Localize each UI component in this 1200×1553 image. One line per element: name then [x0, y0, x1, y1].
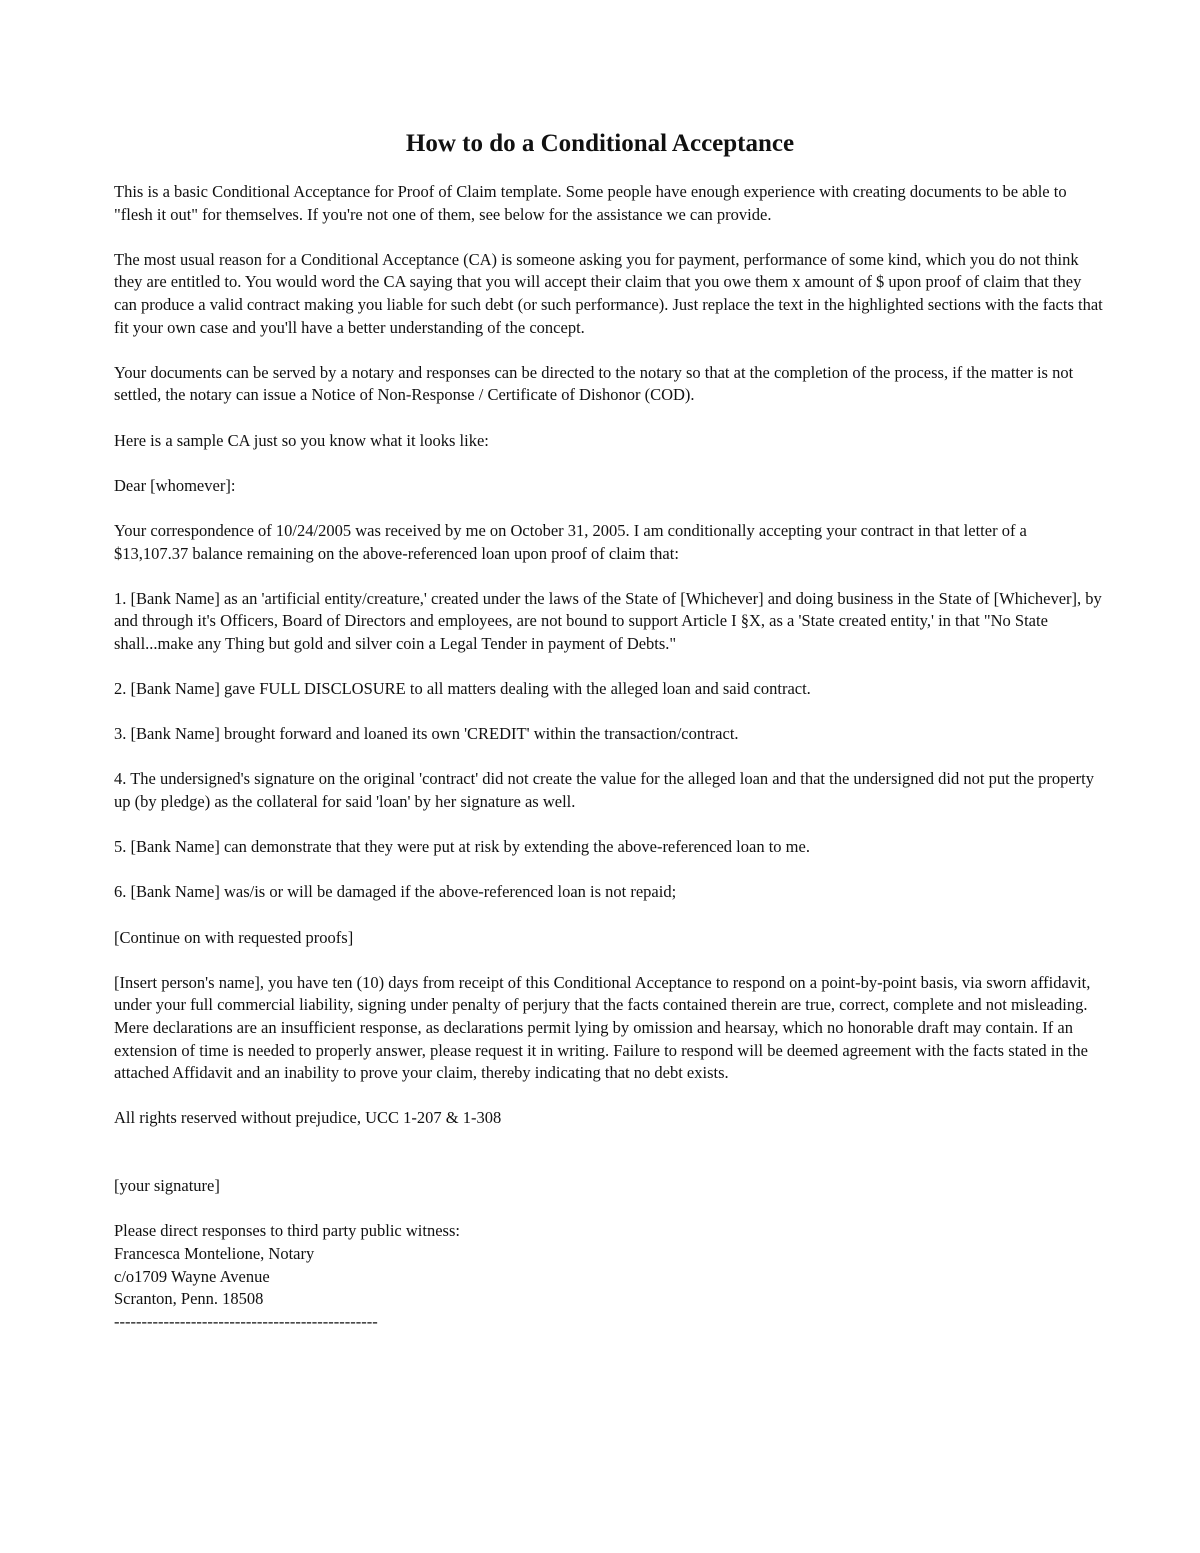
intro-paragraph-4: Here is a sample CA just so you know what it looks like:: [114, 430, 489, 450]
intro-paragraph-1: This is a basic Conditional Acceptance for Proof of Claim template. Some people have enough experience with creating documents to be able to "flesh it out" for themselves. If you're not one of them, see below for the assistance we can provide.: [114, 182, 1067, 224]
continue-note: [Continue on with requested proofs]: [114, 927, 354, 947]
demand-paragraph: [Insert person's name], you have ten (10) days from receipt of this Conditional Acceptance to respond on a point-by-point basis, via sworn affidavit, under your full commercial liability, signing under penalty of perjury that the facts contained therein are true, correct, complete and not misleading. Mere declarations are an insufficient response, as declarations permit lying by omission and hearsay, which no honorable draft may contain. If an extension of time is needed to properly answer, please request it in writing. Failure to respond will be deemed agreement with the facts stated in the attached Affidavit and an inability to prove your claim, thereby indicating that no debt exists.: [114, 972, 1091, 1083]
claim-item-3: 3. [Bank Name] brought forward and loaned its own 'CREDIT' within the transaction/contract.: [114, 724, 739, 744]
witness-heading: Please direct responses to third party public witness:: [114, 1221, 460, 1241]
witness-address-line-2: Scranton, Penn. 18508: [114, 1289, 264, 1309]
claim-item-5: 5. [Bank Name] can demonstrate that they were put at risk by extending the above-referenced loan to me.: [114, 837, 810, 857]
signature-spacer: [114, 1153, 1104, 1176]
document-body: [114, 181, 1104, 1333]
claim-item-1: 1. [Bank Name] as an 'artificial entity/creature,' created under the laws of the State of [Whichever] and doing business in the State of [Whichever], by and through it's Officers, Board of Directors and employees, are not bound to support Article I §X, as a 'State created entity,' in that "No State shall...make any Thing but gold and silver coin a Legal Tender in payment of Debts.": [114, 588, 1102, 653]
rights-reservation: All rights reserved without prejudice, UCC 1-207 & 1-308: [114, 1108, 502, 1128]
claim-item-2: 2. [Bank Name] gave FULL DISCLOSURE to all matters dealing with the alleged loan and said contract.: [114, 679, 811, 699]
claim-item-6: 6. [Bank Name] was/is or will be damaged if the above-referenced loan is not repaid;: [114, 882, 677, 902]
letter-opening: Your correspondence of 10/24/2005 was received by me on October 31, 2005. I am conditionally accepting your contract in that letter of a $13,107.37 balance remaining on the above-referenced loan upon proof of claim that:: [114, 520, 1027, 563]
witness-address-line-1: c/o1709 Wayne Avenue: [114, 1266, 270, 1286]
intro-paragraph-3: Your documents can be served by a notary and responses can be directed to the notary so that at the completion of the process, if the matter is not settled, the notary can issue a Notice of Non-Response / Certificate of Dishonor (COD).: [114, 362, 1074, 405]
witness-name: Francesca Montelione, Notary: [114, 1243, 315, 1263]
separator-line: ------------------------------------------------: [114, 1311, 378, 1331]
intro-paragraph-2: The most usual reason for a Conditional Acceptance (CA) is someone asking you for payment, performance of some kind, which you do not think they are entitled to. You would word the CA saying that you will accept their claim that you owe them x amount of $ upon proof of claim that they can produce a valid contract making you liable for such debt (or such performance). Just replace the text in the highlighted sections with the facts that fit your own case and you'll have a better understanding of the concept.: [114, 249, 1103, 337]
signature-line: [your signature]: [114, 1176, 220, 1196]
letter-salutation: Dear [whomever]:: [114, 475, 236, 495]
claim-item-4: 4. The undersigned's signature on the original 'contract' did not create the value for the alleged loan and that the undersigned did not put the property up (by pledge) as the collateral for said 'loan' by her signature as well.: [114, 769, 1094, 812]
document-title: How to do a Conditional Acceptance: [405, 130, 795, 157]
